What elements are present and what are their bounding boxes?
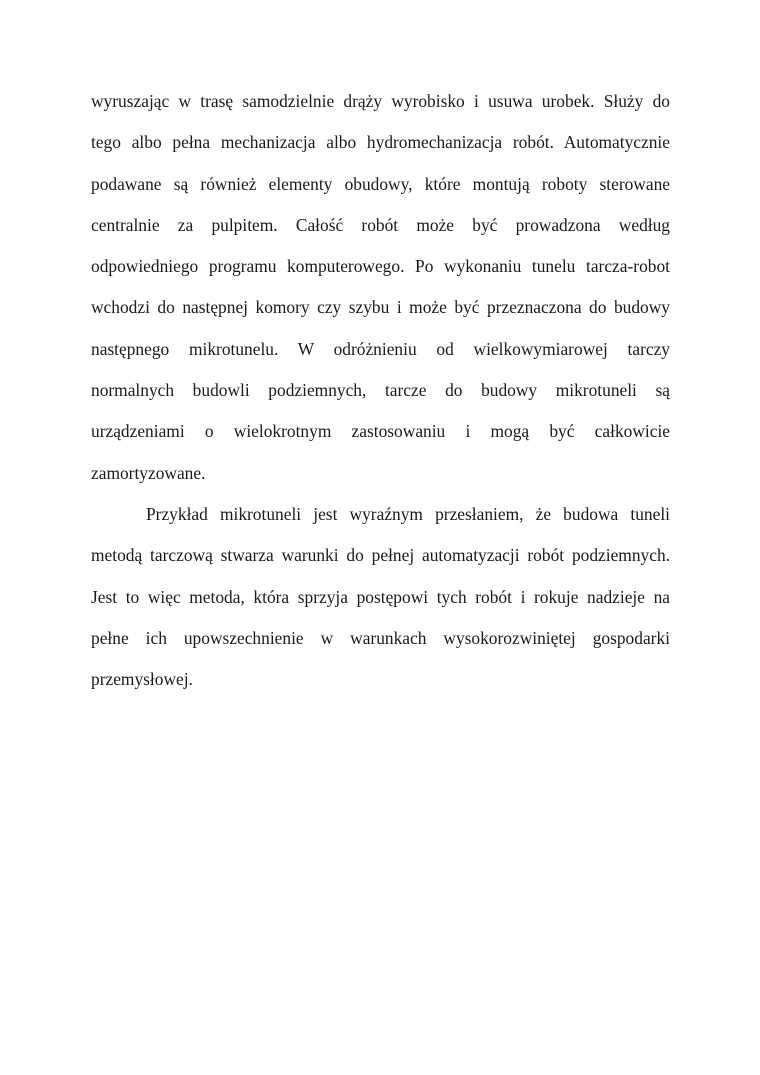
paragraph-2-line: Jest to więc metoda, która sprzyja postępowi tych robót i rokuje nadzieje na [91, 586, 670, 607]
paragraph-1-line: zamortyzowane. [91, 462, 206, 483]
paragraph-2-line: Przykład mikrotuneli jest wyraźnym przesłaniem, że budowa tuneli [146, 504, 670, 524]
paragraph-2-line: metodą tarczową stwarza warunki do pełnej automatyzacji robót podziemnych. [91, 545, 670, 566]
paragraph-1-line: wyruszając w trasę samodzielnie drąży wyrobisko i usuwa urobek. Służy do [91, 91, 670, 111]
paragraph-1-line: podawane są również elementy obudowy, które montują roboty sterowane [91, 173, 670, 194]
paragraph-2-line: przemysłowej. [91, 669, 193, 690]
paragraph-1-line: tego albo pełna mechanizacja albo hydromechanizacja robót. Automatycznie [91, 132, 670, 153]
paragraph-1-line: następnego mikrotunelu. W odróżnieniu od wielkowymiarowej tarczy [91, 338, 670, 359]
paragraph-1-line: normalnych budowli podziemnych, tarcze do budowy mikrotuneli są [91, 380, 670, 401]
paragraph-1-line: urządzeniami o wielokrotnym zastosowaniu i mogą być całkowicie [91, 421, 670, 442]
paragraph-2 [91, 494, 670, 700]
paragraph-1-line: centralnie za pulpitem. Całość robót może być prowadzona według [91, 214, 670, 235]
paragraph-1-line: odpowiedniego programu komputerowego. Po wykonaniu tunelu tarcza-robot [91, 256, 670, 277]
paragraph-1 [91, 81, 670, 494]
paragraph-1-line: wchodzi do następnej komory czy szybu i może być przeznaczona do budowy [91, 297, 670, 318]
paragraph-2-line: pełne ich upowszechnienie w warunkach wysokorozwiniętej gospodarki [91, 627, 670, 648]
